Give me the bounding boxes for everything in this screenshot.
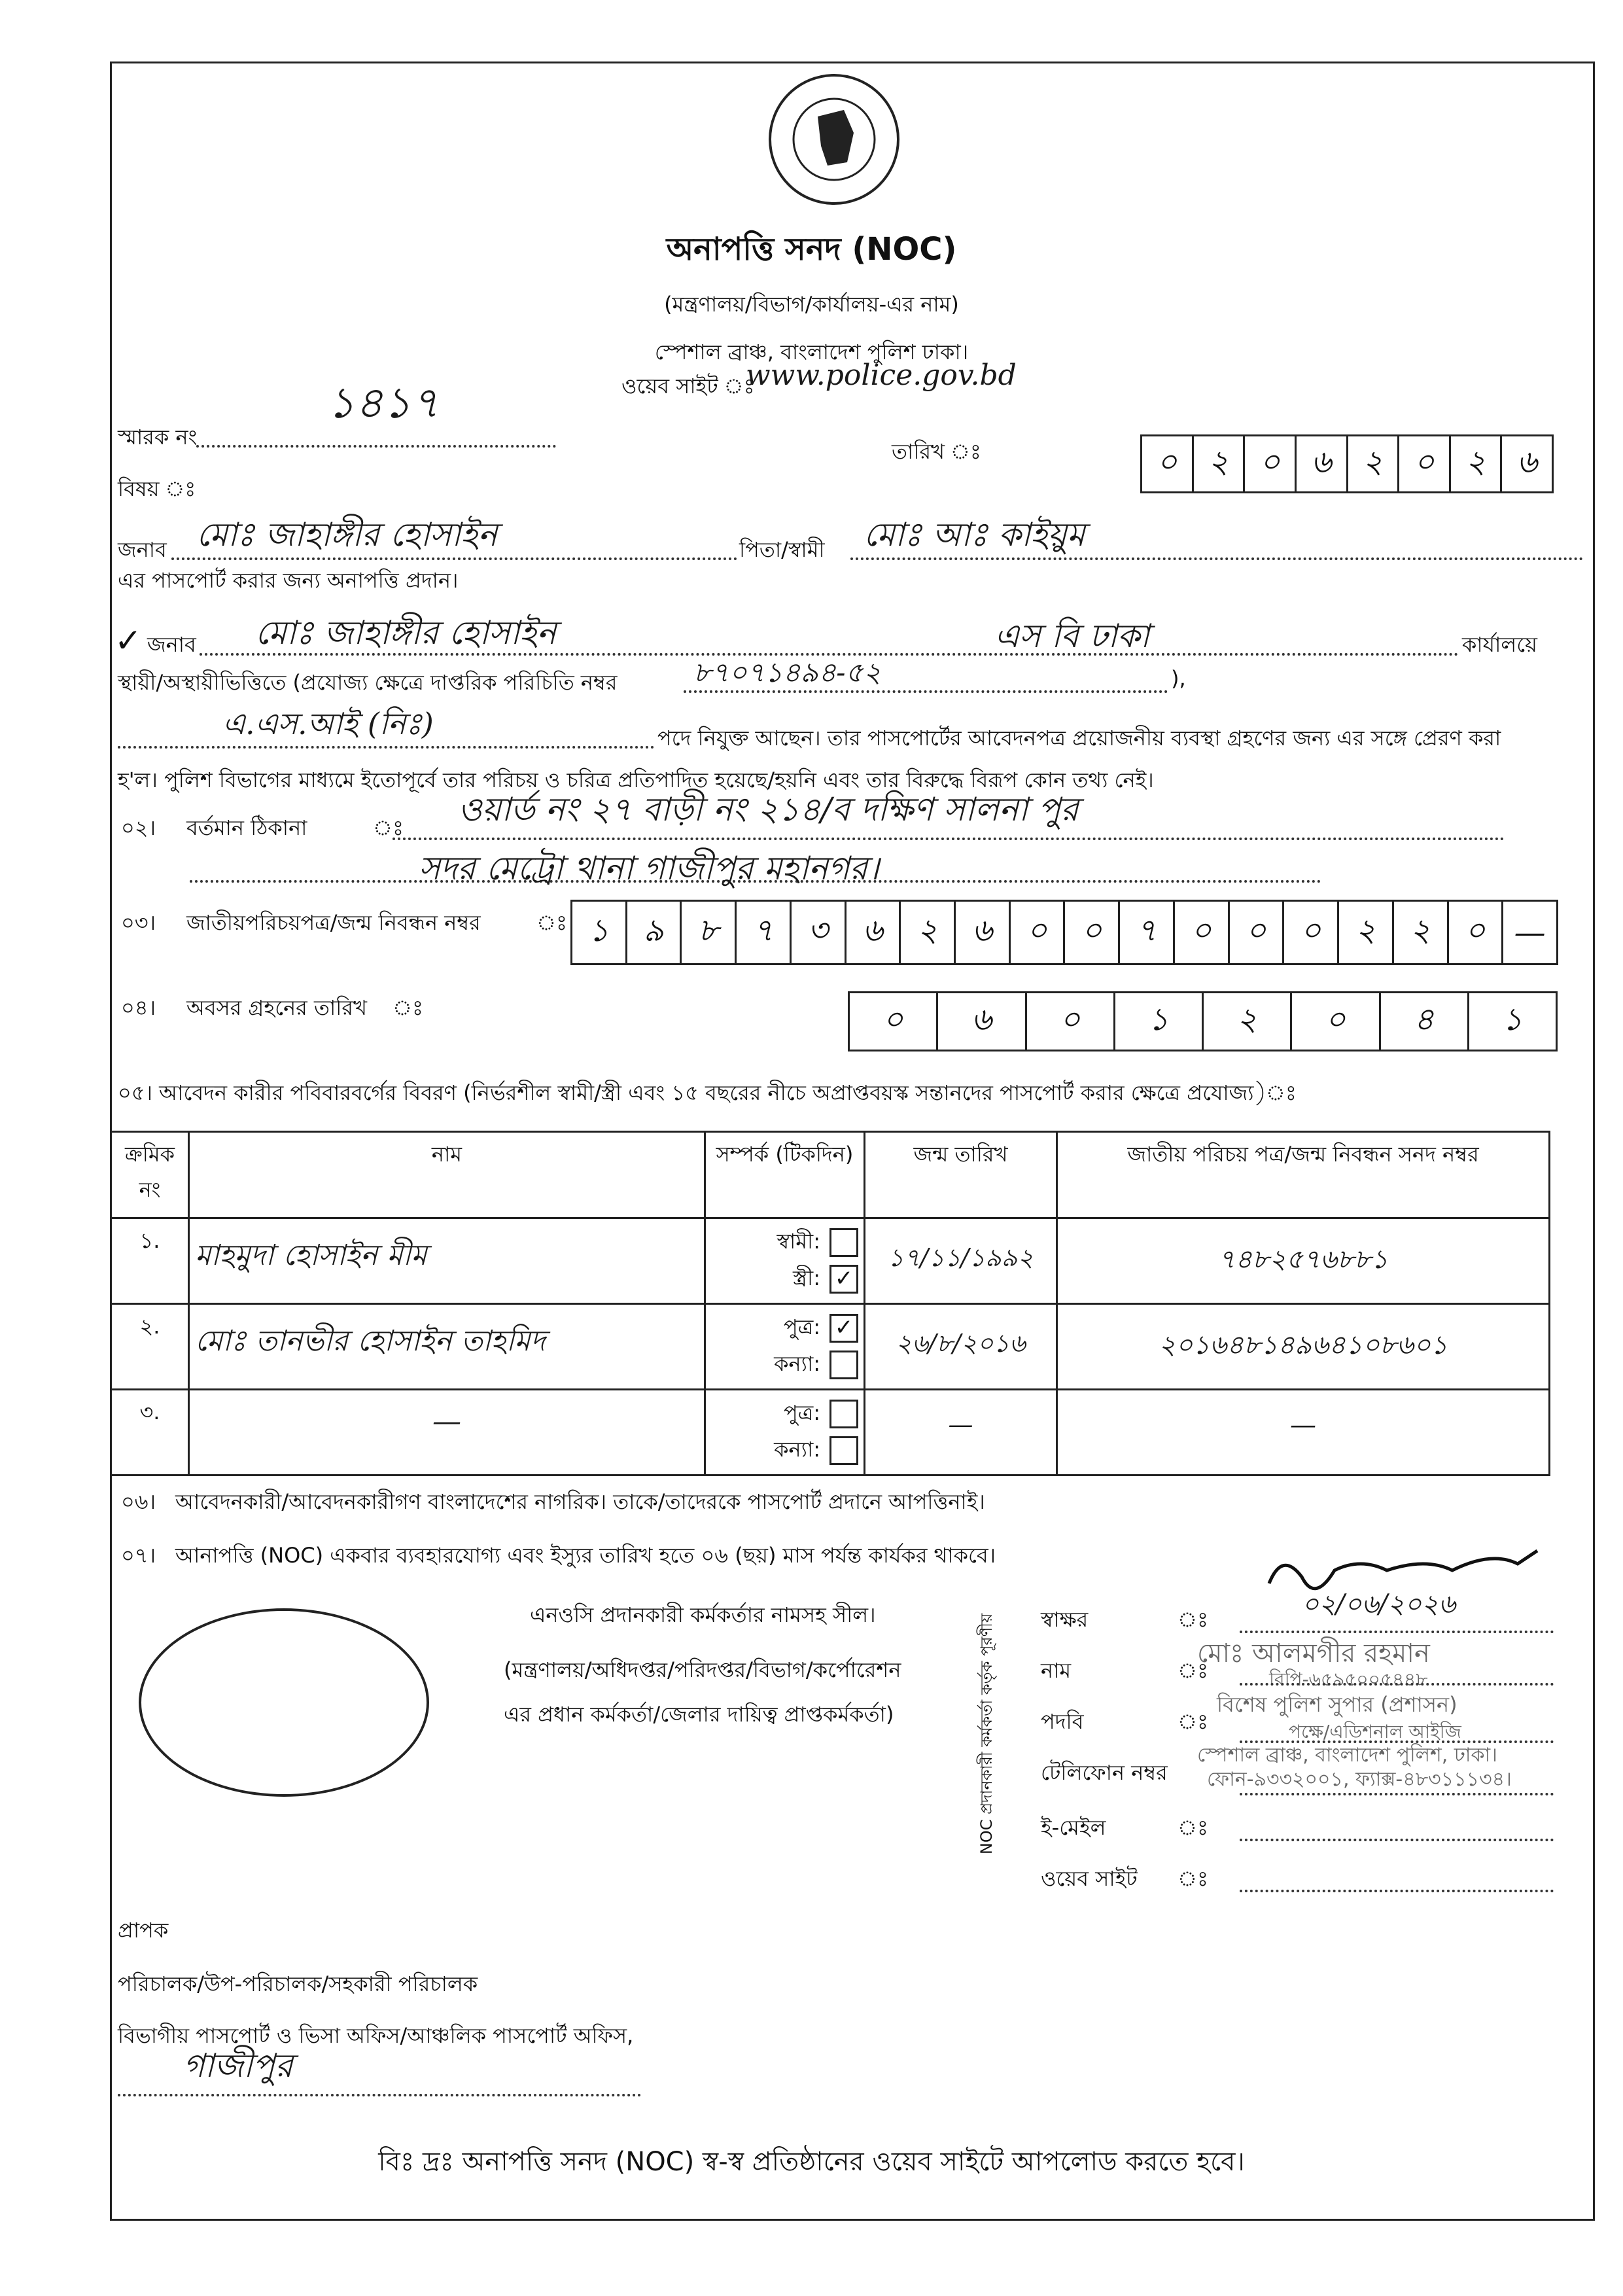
relation-option-label: স্বামী: [777, 1229, 820, 1254]
seal-line-3: এর প্রধান কর্মকর্তা/জেলার দায়িত্ব প্রাপ্তকর্মকর্তা) [504, 1702, 894, 1727]
relation-option-label: কন্যা: [774, 1437, 820, 1462]
cell-dob: — [865, 1390, 1057, 1475]
office-suffix: কার্যালয়ে [1462, 632, 1537, 657]
header-dob: জন্ম তারিখ [865, 1132, 1057, 1218]
relation-option-label: কন্যা: [774, 1351, 820, 1376]
clause-7-text: আনাপত্তি (NOC) একবার ব্যবহারযোগ্য এবং ইস্যুর তারিখ হতে ০৬ (ছয়) মাস পর্যন্ত কার্যকর থাকবে। [175, 1543, 996, 1568]
appointed-text: পদে নিযুক্ত আছেন। তার পাসপোর্টের আবেদনপত্র প্রয়োজনীয় ব্যবস্থা গ্রহণের জন্য এর সঙ্গে প্রেরণ করা [657, 726, 1501, 751]
name-colon: ঃ [1178, 1658, 1209, 1683]
digit-box: ১ [1502, 1000, 1523, 1038]
body-name: মোঃ জাহাঙ্গীর হোসাইন [255, 614, 557, 652]
designation: এ.এস.আই (নিঃ) [222, 706, 434, 741]
permanent-text: স্থায়ী/অস্থায়ীভিত্তিতে (প্রযোজ্য ক্ষেত্রে দাপ্তরিক পরিচিতি নম্বর [118, 670, 618, 695]
email-colon: ঃ [1178, 1815, 1209, 1840]
digit-box: ২ [1339, 902, 1394, 963]
cell-relation [705, 1304, 865, 1390]
cell-name: মাহমুদা হোসাইন মীম [189, 1218, 705, 1304]
retirement-date-boxes [848, 991, 1558, 1051]
digit-box: ২ [1348, 436, 1400, 491]
family-intro: ০৫। আবেদন কারীর পবিবারবর্গের বিবরণ (নির্ভরশীল স্বামী/স্ত্রী এবং ১৫ বছরের নীচে অপ্রাপ্তবয়স্ক সন্তানদের পাসপোর্ট করার ক্ষেত্রে প্রযোজ্য)ঃ [118, 1080, 1297, 1105]
nid-label: জাতীয়পরিচয়পত্র/জন্ম নিবন্ধন নম্বর [186, 910, 481, 935]
nid-colon: ঃ [536, 910, 568, 935]
digit-box: ০ [850, 993, 938, 1050]
recipient-label: প্রাপক [118, 1918, 169, 1943]
digit-box: ৬ [956, 902, 1011, 963]
digit-box: ২ [1394, 902, 1449, 963]
cell-relation [705, 1390, 865, 1475]
relation-checkbox[interactable] [829, 1228, 858, 1257]
digit-box: ১ [1115, 993, 1204, 1050]
seal-area [139, 1608, 429, 1797]
stamp-for: পক্ষে/এডিশনাল আইজি [1289, 1721, 1461, 1742]
official-id: ৮৭০৭১৪৯৪-৫২ [693, 656, 881, 688]
digit-box: ২ [1204, 993, 1292, 1050]
digit-box: ০ [1175, 902, 1230, 963]
issue-date-boxes [1140, 434, 1554, 493]
nid-number-label-num: ০৩। [121, 910, 156, 935]
date-label: তারিখ ঃ [892, 439, 981, 464]
digit-box: ০ [1292, 993, 1380, 1050]
digit-box: ৪ [1381, 993, 1469, 1050]
retirement-colon: ঃ [393, 995, 424, 1020]
header-nid: জাতীয় পরিচয় পত্র/জন্ম নিবন্ধন সনদ নম্বর [1057, 1132, 1550, 1218]
recipient-line-2: বিভাগীয় পাসপোর্ট ও ভিসা অফিস/আঞ্চলিক পাসপোর্ট অফিস, [118, 2023, 634, 2048]
digit-box: ০ [1142, 436, 1194, 491]
digit-box: ২ [901, 902, 956, 963]
digit-box: ০ [1065, 902, 1120, 963]
address-colon: ঃ [373, 815, 404, 840]
ministry-subtitle: (মন্ত্রণালয়/বিভাগ/কার্যালয়-এর নাম) [664, 292, 959, 317]
cell-nid: ৭৪৮২৫৭৬৮৮১ [1057, 1218, 1550, 1304]
nid-boxes [570, 900, 1558, 965]
email-label: ই-মেইল [1041, 1815, 1106, 1840]
digit-box: ৬ [1297, 436, 1348, 491]
header-name: নাম [189, 1132, 705, 1218]
digit-box: — [1514, 914, 1546, 951]
address-number: ০২। [121, 815, 156, 840]
check-mark-icon: ✓ [114, 622, 142, 660]
designation-colon: ঃ [1178, 1709, 1209, 1734]
retirement-label: অবসর গ্রহনের তারিখ [186, 995, 368, 1020]
signature-colon: ঃ [1178, 1607, 1209, 1632]
relation-checkbox[interactable]: ✓ [829, 1314, 858, 1343]
website-value: www.police.gov.bd [746, 359, 1017, 392]
office-name: স্পেশাল ব্রাঞ্চ, বাংলাদেশ পুলিশ ঢাকা। [654, 340, 969, 364]
header-serial: ক্রমিক নং [111, 1132, 189, 1218]
digit-box: ৭ [737, 902, 792, 963]
relation-option-label: পুত্র: [783, 1400, 820, 1425]
digit-box: ৭ [1120, 902, 1175, 963]
stamp-id: বিপি-৬৫৯৫০০৫৪৪৮ [1269, 1669, 1428, 1690]
vertical-note: NOC প্রদানকারী কর্মকর্তা কর্তৃক পূরণীয় [977, 1613, 996, 1855]
digit-box: ৬ [1516, 443, 1537, 480]
cell-serial: ৩. [111, 1390, 189, 1475]
body-mr-label: জনাব [147, 632, 196, 657]
signature-label: স্বাক্ষর [1041, 1607, 1089, 1632]
applicant-mr-label: জনাব [118, 537, 167, 562]
signature-date: ০২/০৬/২০২৬ [1302, 1589, 1456, 1619]
cell-dob: ২৬/৮/২০১৬ [865, 1304, 1057, 1390]
seal-line-1: এনওসি প্রদানকারী কর্মকর্তার নামসহ সীল। [530, 1602, 876, 1627]
designation-label: পদবি [1041, 1709, 1084, 1734]
digit-box: ১ [572, 902, 627, 963]
officer-website-label: ওয়েব সাইট [1041, 1866, 1138, 1891]
relation-option-label: স্ত্রী: [793, 1265, 820, 1290]
digit-box: ৬ [938, 993, 1026, 1050]
clause-7-num: ০৭। [121, 1543, 156, 1568]
father-label: পিতা/স্বামী [739, 537, 825, 562]
digit-box: ০ [1284, 902, 1339, 963]
relation-checkbox[interactable] [829, 1351, 858, 1379]
address-line-2: সদর মেট্রো থানা গাজীপুর মহানগর। [419, 849, 880, 887]
cell-nid: ২০১৬৪৮১৪৯৬৪১০৮৬০১ [1057, 1304, 1550, 1390]
relation-checkbox[interactable] [829, 1400, 858, 1428]
table-row [111, 1390, 1550, 1475]
cell-serial: ২. [111, 1304, 189, 1390]
cell-serial: ১. [111, 1218, 189, 1304]
clause-6-num: ০৬। [121, 1489, 156, 1514]
family-table [110, 1131, 1550, 1476]
cell-relation [705, 1218, 865, 1304]
verification-text: হ'ল। পুলিশ বিভাগের মাধ্যমে ইতোপূর্বে তার পরিচয় ও চরিত্র প্রতিপাদিত হয়েছে/হয়নি এবং তার বিরুদ্ধে বিরূপ কোন তথ্য নেই। [118, 768, 1154, 792]
address-line-1: ওয়ার্ড নং ২৭ বাড়ী নং ২১৪/ব দক্ষিণ সালনা পুর [458, 790, 1079, 828]
digit-box: ৩ [792, 902, 846, 963]
cell-name: — [189, 1390, 705, 1475]
cell-dob: ১৭/১১/১৯৯২ [865, 1218, 1057, 1304]
footer-note: বিঃ দ্রঃ অনাপত্তি সনদ (NOC) স্ব-স্ব প্রতিষ্ঠানের ওয়েব সাইটে আপলোড করতে হবে। [378, 2147, 1245, 2177]
address-label: বর্তমান ঠিকানা [186, 815, 307, 840]
relation-option-label: পুত্র: [783, 1315, 820, 1339]
body-office: এস বি ঢাকা [994, 617, 1150, 655]
recipient-line-1: পরিচালক/উপ-পরিচালক/সহকারী পরিচালক [118, 1971, 478, 1996]
seal-line-2: (মন্ত্রণালয়/অধিদপ্তর/পরিদপ্তর/বিভাগ/কর্পোরেশন [504, 1657, 901, 1682]
retirement-num: ০৪। [121, 995, 156, 1020]
digit-box: ০ [1399, 436, 1451, 491]
government-emblem-icon [765, 71, 903, 208]
digit-box: ০ [1230, 902, 1285, 963]
digit-box: ২ [1194, 436, 1246, 491]
website-label: ওয়েব সাইট ঃ [621, 374, 755, 398]
officer-website-colon: ঃ [1178, 1866, 1209, 1891]
cell-nid: — [1057, 1390, 1550, 1475]
digit-box: ৮ [682, 902, 737, 963]
stamp-phone: ফোন-৯৩৩২০০১, ফ্যাক্স-৪৮৩১১১৩৪। [1207, 1768, 1512, 1791]
digit-box: ০ [1027, 993, 1115, 1050]
document-title: অনাপত্তি সনদ (NOC) [666, 231, 957, 268]
stamp-designation: বিশেষ পুলিশ সুপার (প্রশাসন) [1217, 1692, 1457, 1717]
digit-box: ৬ [846, 902, 901, 963]
phone-label: টেলিফোন নম্বর [1041, 1760, 1168, 1785]
official-id-suffix: ), [1171, 666, 1186, 691]
memo-number: ১৪১৭ [327, 378, 440, 428]
table-row [111, 1218, 1550, 1304]
clause-6-text: আবেদনকারী/আবেদনকারীগণ বাংলাদেশের নাগরিক। তাকে/তাদেরকে পাসপোর্ট প্রদানে আপত্তিনাই। [175, 1489, 985, 1514]
relation-checkbox[interactable] [829, 1436, 858, 1465]
memo-label: স্মারক নং [118, 425, 198, 450]
applicant-name: মোঃ জাহাঙ্গীর হোসাইন [196, 516, 498, 554]
digit-box: ২ [1451, 436, 1503, 491]
name-label: নাম [1041, 1658, 1072, 1683]
relation-checkbox[interactable]: ✓ [829, 1265, 858, 1294]
purpose-line: এর পাসপোর্ট করার জন্য অনাপত্তি প্রদান। [118, 568, 459, 593]
cell-name: মোঃ তানভীর হোসাইন তাহমিদ [189, 1304, 705, 1390]
header-relation: সম্পর্ক (টিকদিন) [705, 1132, 865, 1218]
stamp-office: স্পেশাল ব্রাঞ্চ, বাংলাদেশ পুলিশ, ঢাকা। [1197, 1744, 1497, 1767]
stamp-name: মোঃ আলমগীর রহমান [1197, 1638, 1430, 1669]
table-header-row [111, 1132, 1550, 1218]
digit-box: ০ [1245, 436, 1297, 491]
table-row [111, 1304, 1550, 1390]
subject-label: বিষয় ঃ [118, 476, 196, 501]
digit-box: ০ [1449, 902, 1504, 963]
digit-box: ০ [1011, 902, 1066, 963]
recipient-office: গাজীপুর [183, 2047, 293, 2085]
father-name: মোঃ আঃ কাইয়ুম [864, 516, 1085, 554]
digit-box: ৯ [627, 902, 682, 963]
